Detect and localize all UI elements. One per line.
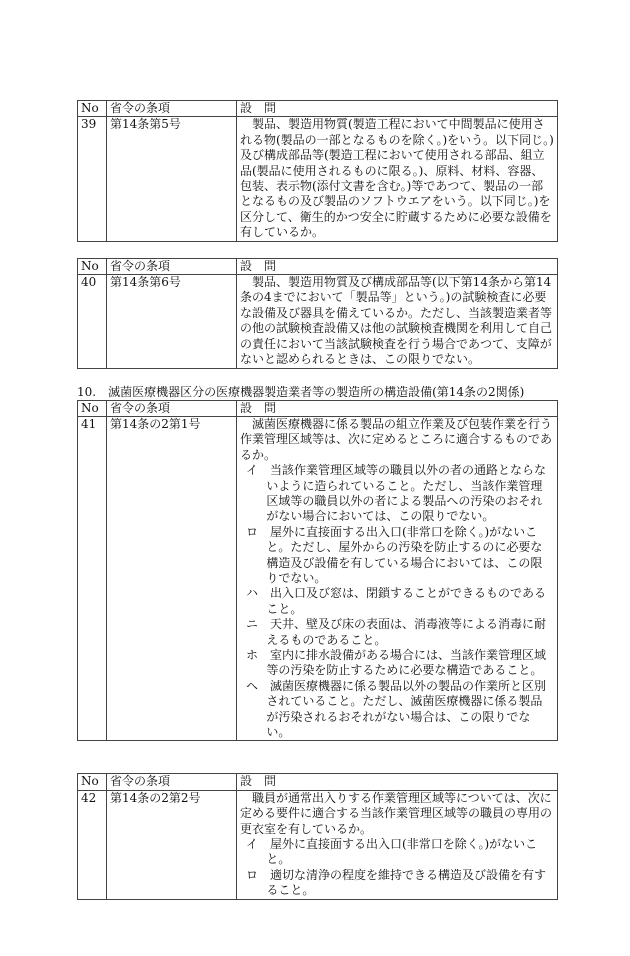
sub-item-label: ロ — [246, 524, 259, 539]
sub-item — [240, 617, 554, 648]
sub-item — [240, 463, 554, 525]
question-text: 職員が通常出入りする作業管理区域等については、次に定める要件に適合する当該作業管理区域等の職員の専用の更衣室を有しているか。 — [240, 790, 553, 836]
header-no: No — [78, 400, 107, 416]
row-no: 41 — [78, 416, 107, 741]
question-table — [77, 773, 558, 899]
sub-item-text: 適切な清浄の程度を維持できる構造及び設備を有すること。 — [266, 867, 547, 898]
table-row — [78, 790, 558, 899]
sub-item — [240, 525, 554, 587]
header-no: No — [78, 258, 107, 274]
row-question — [237, 117, 558, 241]
row-clause: 第14条の2第2号 — [107, 790, 237, 899]
sub-item-label: ハ — [246, 586, 259, 601]
sub-item-label: イ — [246, 463, 259, 478]
header-no: No — [78, 101, 107, 117]
header-question: 設 問 — [237, 101, 558, 117]
row-question — [237, 275, 558, 368]
header-question: 設 問 — [237, 774, 558, 790]
header-question: 設 問 — [237, 258, 558, 274]
question-table — [77, 400, 558, 742]
header-clause: 省令の条項 — [107, 400, 237, 416]
sub-item-label: ロ — [246, 867, 259, 882]
sub-item — [240, 837, 554, 868]
row-question — [237, 790, 558, 899]
question-text: 製品、製造用物質(製造工程において中間製品に使用される物(製品の一部となるものを除く。)をいう。以下同じ。)及び構成部品等(製造工程において使用される部品、組立品(製品に使用されるものに限る。)、原料、材料、容器、包装、表示物(添付文書を含む。)等であつて、製品の一部となるもの及び製品のソフトウエアをいう。以下同じ。)を区分して、衛生的かつ安全に貯蔵するために必要な設備を有しているか。 — [240, 117, 554, 240]
row-question — [237, 416, 558, 741]
sub-item — [240, 679, 554, 741]
table-header-row — [78, 101, 558, 117]
sub-item-label: イ — [246, 837, 259, 852]
sub-item-text: 出入口及び窓は、閉鎖することができるものであること。 — [266, 586, 547, 616]
sub-item-text: 当該作業管理区域等の職員以外の者の通路とならないように造られていること。ただし、当該作業管理区域等の職員以外の者による製品への汚染のおそれがない場合においては、この限りでない。 — [266, 463, 547, 524]
question-text: 製品、製造用物質及び構成部品等(以下第14条から第14条の4までにおいて「製品等」という。)の試験検査に必要な設備及び器具を備えているか。ただし、当該製造業者等の他の試験検査設備又は他の試験検査機関を利用して自己の責任において当該試験検査を行う場合であつて、支障がないと認められるときは、この限りでない。 — [240, 275, 553, 367]
table-row — [78, 416, 558, 741]
sub-item-text: 屋外に直接面する出入口(非常口を除く。)がないこと。ただし、屋外からの汚染を防止するのに必要な構造及び設備を有している場合においては、この限りでない。 — [266, 524, 543, 585]
row-clause: 第14条の2第1号 — [107, 416, 237, 741]
table-header-row — [78, 258, 558, 274]
sub-item-label: ホ — [246, 648, 259, 662]
row-no: 39 — [78, 117, 107, 241]
sub-item-text: 室内に排水設備がある場合には、当該作業管理区域等の汚染を防止するために必要な構造であること。 — [266, 648, 547, 678]
header-clause: 省令の条項 — [107, 774, 237, 790]
sub-item-text: 滅菌医療機器に係る製品以外の製品の作業所と区別されていること。ただし、滅菌医療機器に係る製品が汚染されるおそれがない場合は、この限りでない。 — [266, 678, 547, 740]
header-question: 設 問 — [237, 400, 558, 416]
question-table — [77, 258, 558, 369]
sub-item — [240, 586, 554, 617]
sub-item-text: 天井、壁及び床の表面は、消毒液等による消毒に耐えるものであること。 — [266, 617, 547, 647]
question-table — [77, 100, 558, 242]
sub-item-label: ニ — [246, 617, 259, 632]
row-no: 40 — [78, 275, 107, 368]
table-header-row — [78, 400, 558, 416]
sub-item-label: ヘ — [246, 678, 259, 693]
table-row — [78, 117, 558, 241]
sub-item — [240, 868, 554, 899]
header-no: No — [78, 774, 107, 790]
table-header-row — [78, 774, 558, 790]
header-clause: 省令の条項 — [107, 101, 237, 117]
section-title: 10. 滅菌医療機器区分の医療機器製造業者等の製造所の構造設備(第14条の2関係) — [77, 384, 525, 399]
header-clause: 省令の条項 — [107, 258, 237, 274]
row-no: 42 — [78, 790, 107, 899]
sub-item-text: 屋外に直接面する出入口(非常口を除く。)がないこと。 — [266, 837, 538, 867]
table-row — [78, 275, 558, 368]
sub-item — [240, 648, 554, 679]
row-clause: 第14条第5号 — [107, 117, 237, 241]
row-clause: 第14条第6号 — [107, 275, 237, 368]
question-text: 滅菌医療機器に係る製品の組立作業及び包装作業を行う作業管理区域等は、次に定めるところに適合するものであるか。 — [240, 416, 553, 462]
